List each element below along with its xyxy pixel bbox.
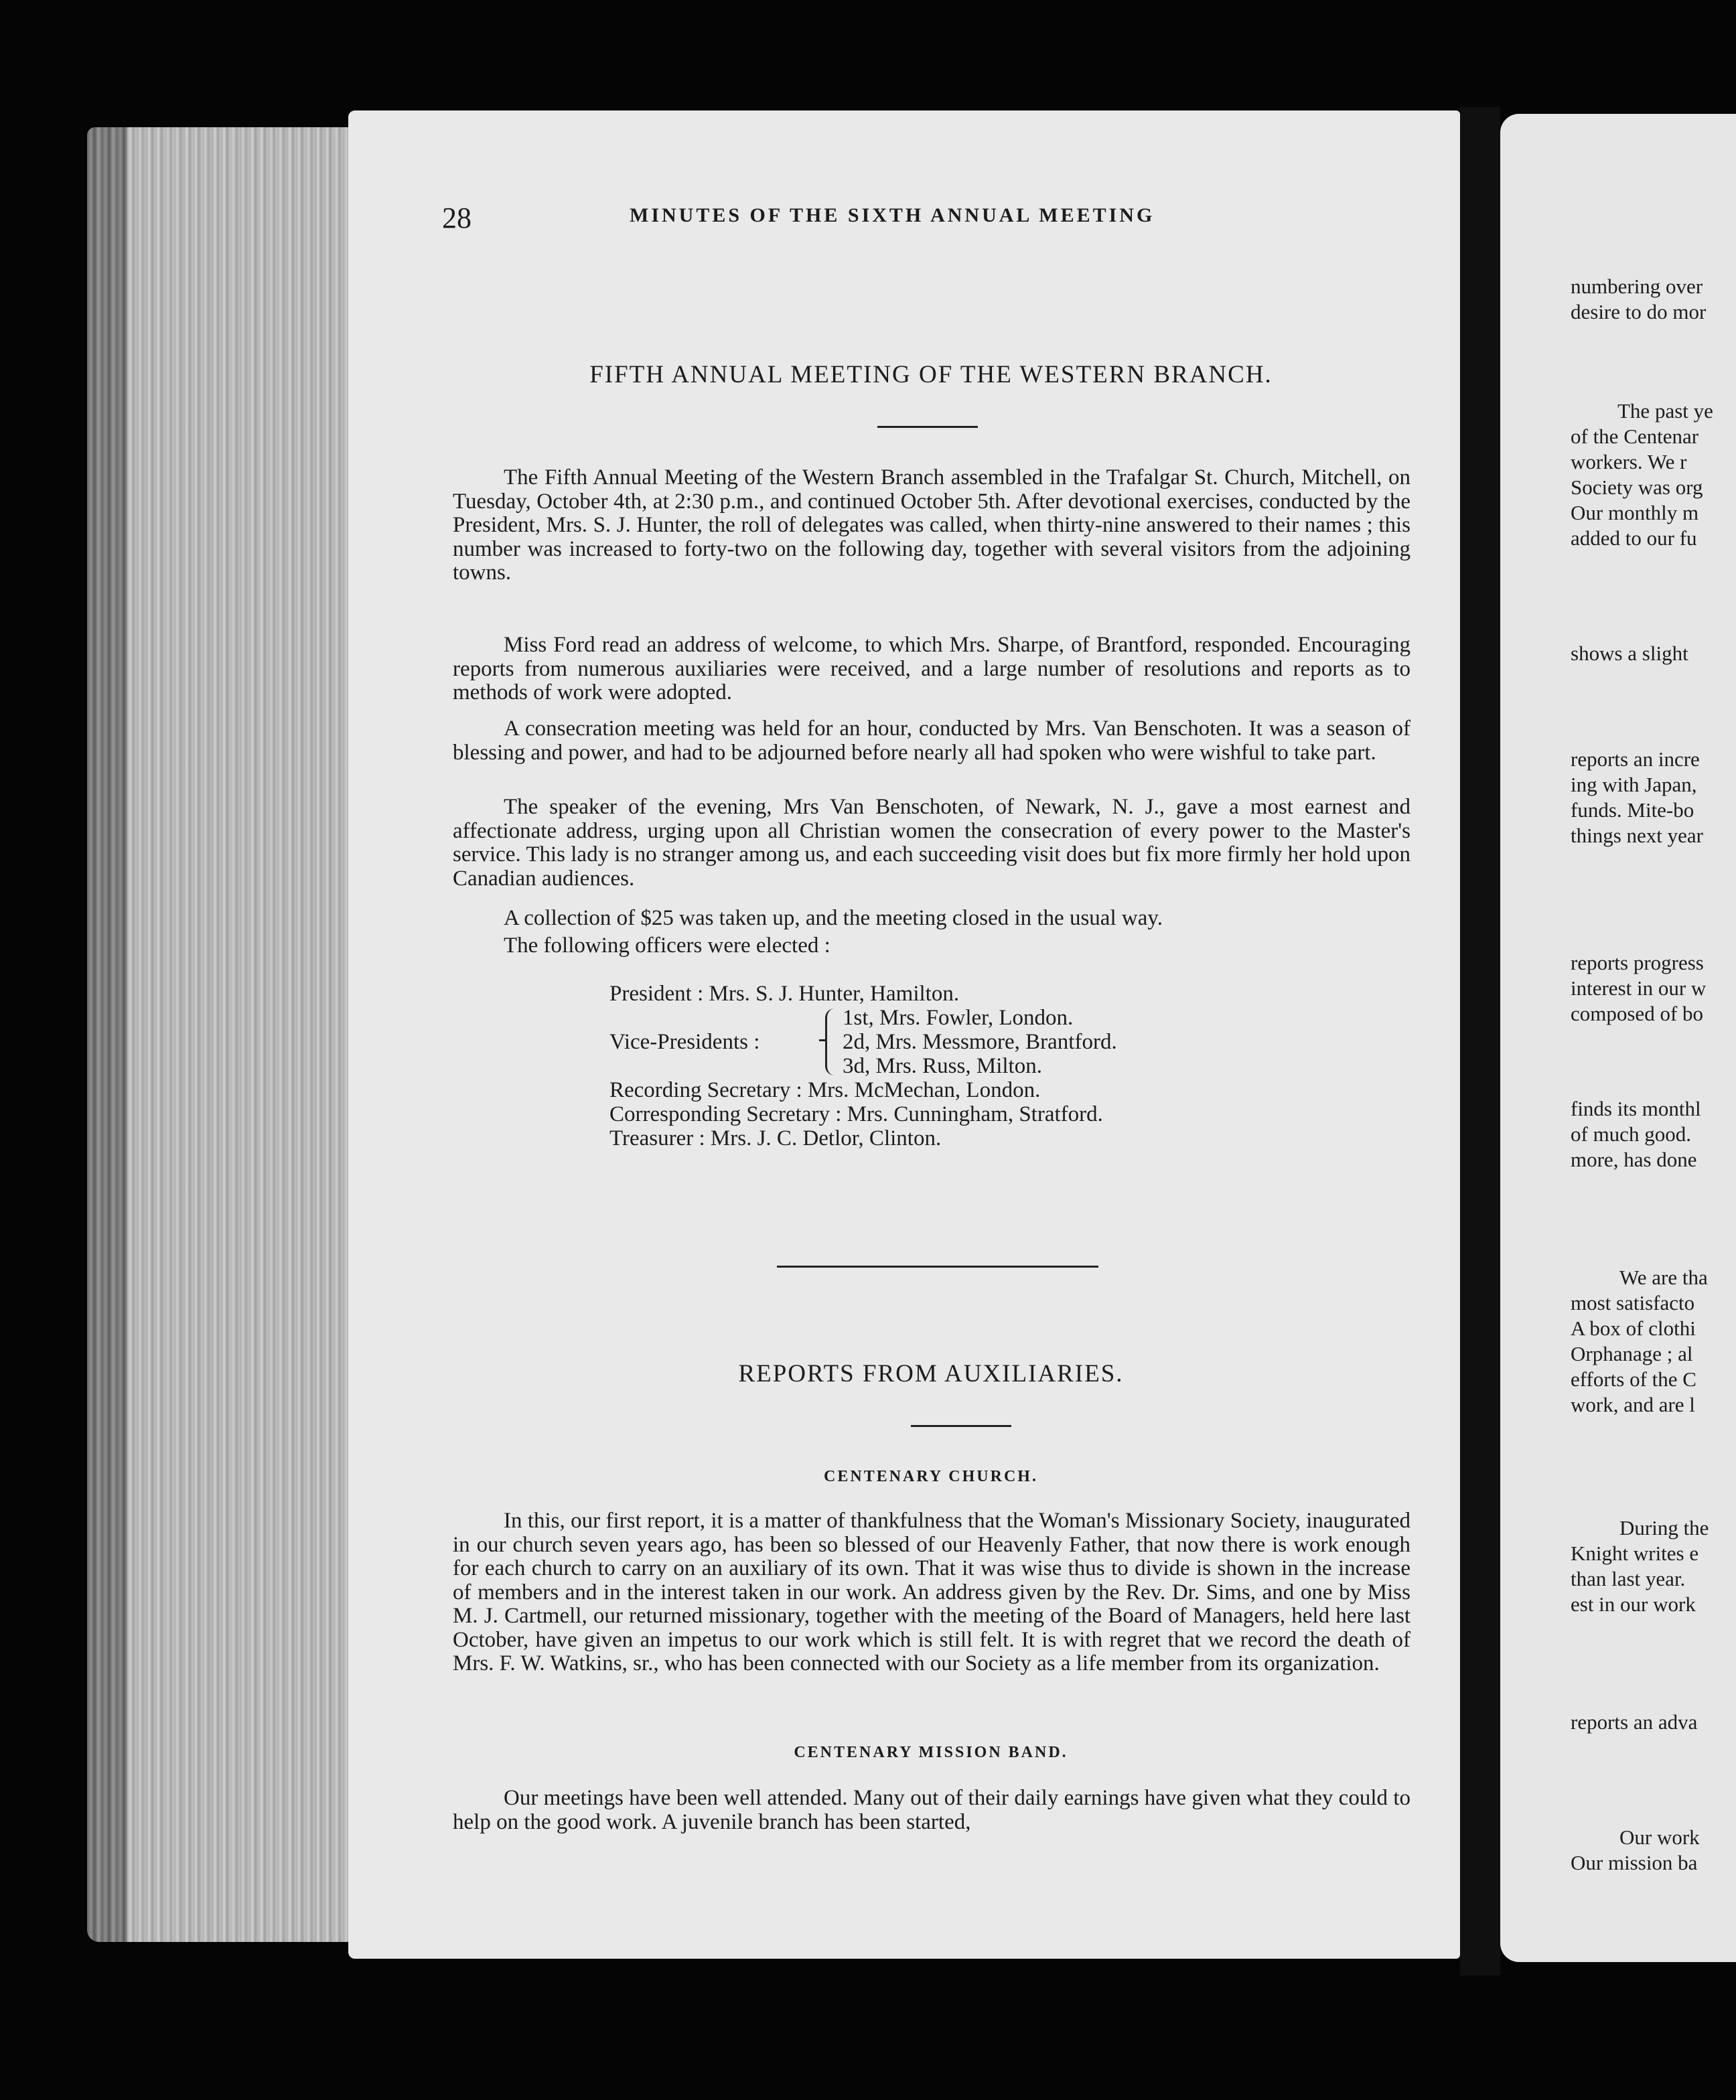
- right-page-line: finds its monthl: [1571, 1097, 1701, 1120]
- right-page: [1500, 114, 1736, 1962]
- right-page-line: Society was org: [1571, 475, 1703, 499]
- paragraph-officers-intro: The following officers were elected :: [504, 933, 830, 958]
- right-page-line: ing with Japan,: [1571, 773, 1697, 796]
- vice-presidents-list: [843, 1006, 1117, 1078]
- vice-president-item: 1st, Mrs. Fowler, London.: [843, 1006, 1074, 1030]
- vice-president-item: 2d, Mrs. Messmore, Brantford.: [843, 1030, 1117, 1054]
- right-page-line: The past ye: [1617, 399, 1713, 423]
- right-page-line: most satisfacto: [1571, 1291, 1695, 1315]
- right-page-line: Knight writes e: [1571, 1542, 1699, 1565]
- right-page-line: During the: [1619, 1516, 1709, 1540]
- right-page-line: workers. We r: [1571, 450, 1687, 473]
- officer-treasurer: Treasurer : Mrs. J. C. Detlor, Clinton.: [609, 1126, 942, 1150]
- right-page-line: added to our fu: [1571, 526, 1697, 550]
- right-page-line: of the Centenar: [1571, 425, 1699, 448]
- right-page-line: Our mission ba: [1571, 1851, 1698, 1874]
- centenary-church-heading: CENTENARY CHURCH.: [824, 1468, 1038, 1485]
- paragraph-speaker: The speaker of the evening, Mrs Van Benschoten, of Newark, N. J., gave a most earnest and affectionate address, urging upon all Christian women the consecration of every power to the Master's service. This lady is no stranger among us, and each succeeding visit does but fix more firmly her hold upon Canadian audiences.: [453, 795, 1410, 891]
- right-page-line: numbering over: [1571, 275, 1703, 298]
- running-head: [442, 201, 1420, 241]
- right-page-line: Orphanage ; al: [1571, 1342, 1693, 1365]
- western-branch-title: FIFTH ANNUAL MEETING OF THE WESTERN BRANCH.: [589, 361, 1273, 388]
- paragraph-consecration: A consecration meeting was held for an hour, conducted by Mrs. Van Benschoten. It was a season of blessing and power, and had to be adjourned before nearly all had spoken who were wishful to take part.: [453, 717, 1410, 765]
- officers-list: [609, 982, 1413, 1150]
- paragraph-assembly: The Fifth Annual Meeting of the Western Branch assembled in the Trafalgar St. Church, Mitchell, on Tuesday, October 4th, at 2:30 p.m., and continued October 5th. After devotional exercises, conducted by the President, Mrs. S. J. Hunter, the roll of delegates was called, when thirty-nine answered to their names ; this number was increased to forty-two on the following day, together with several visitors from the adjoining towns.: [453, 465, 1410, 585]
- officer-president: President : Mrs. S. J. Hunter, Hamilton.: [609, 982, 960, 1006]
- page-edge-stack: [87, 127, 355, 1942]
- right-page-line: shows a slight: [1571, 642, 1688, 665]
- officer-corresponding-secretary: Corresponding Secretary : Mrs. Cunningham, Stratford.: [609, 1102, 1103, 1126]
- running-title: MINUTES OF THE SIXTH ANNUAL MEETING: [630, 204, 1155, 226]
- section-rule: [911, 1425, 1011, 1427]
- brace-mark: [825, 1008, 838, 1075]
- reports-title: REPORTS FROM AUXILIARIES.: [738, 1360, 1124, 1388]
- right-page-line: work, and are l: [1571, 1393, 1695, 1416]
- right-page-line: composed of bo: [1571, 1002, 1704, 1025]
- vice-president-item: 3d, Mrs. Russ, Milton.: [843, 1054, 1042, 1078]
- right-page-line: than last year.: [1571, 1567, 1686, 1590]
- book-gutter: [1460, 107, 1500, 1975]
- mission-band-heading: CENTENARY MISSION BAND.: [794, 1744, 1068, 1761]
- right-page-line: est in our work: [1571, 1592, 1696, 1616]
- paragraph-welcome: Miss Ford read an address of welcome, to which Mrs. Sharpe, of Brantford, responded. Encouraging reports from numerous auxiliaries were received, and a large number of resolutions and reports as to methods of work were adopted.: [453, 633, 1410, 704]
- right-page-line: things next year: [1571, 824, 1704, 847]
- right-page-line: desire to do mor: [1571, 300, 1707, 323]
- vice-presidents-label: Vice-Presidents :: [609, 1030, 760, 1054]
- mission-band-report: Our meetings have been well attended. Many out of their daily earnings have given what they could to help on the good work. A juvenile branch has been started,: [453, 1786, 1410, 1834]
- right-page-line: more, has done: [1571, 1148, 1697, 1171]
- section-rule: [877, 426, 978, 428]
- right-page-line: We are tha: [1619, 1266, 1708, 1289]
- right-page-line: of much good.: [1571, 1122, 1691, 1146]
- section-divider: [777, 1266, 1098, 1268]
- right-page-line: reports an adva: [1571, 1710, 1698, 1734]
- paragraph-collection: A collection of $25 was taken up, and the meeting closed in the usual way.: [504, 906, 1163, 930]
- right-page-line: interest in our w: [1571, 976, 1707, 1000]
- vice-presidents-block: [609, 1006, 1413, 1078]
- right-page-line: efforts of the C: [1571, 1367, 1696, 1391]
- page-number: 28: [442, 202, 472, 234]
- right-page-line: reports progress: [1571, 951, 1704, 974]
- officer-recording-secretary: Recording Secretary : Mrs. McMechan, London.: [609, 1078, 1041, 1102]
- right-page-line: reports an incre: [1571, 747, 1700, 771]
- right-page-line: Our work: [1619, 1825, 1700, 1849]
- right-page-line: Our monthly m: [1571, 501, 1699, 524]
- right-page-line: A box of clothi: [1571, 1317, 1696, 1340]
- right-page-line: funds. Mite-bo: [1571, 798, 1694, 822]
- centenary-church-report: In this, our first report, it is a matter of thankfulness that the Woman's Missionary Society, inaugurated in our church seven years ago, has been so blessed of our Heavenly Father, that now there is work enough for each church to carry on an auxiliary of its own. That it was wise thus to divide is shown in the increase of members and in the interest taken in our work. An address given by the Rev. Dr. Sims, and one by Miss M. J. Cartmell, our returned missionary, together with the meeting of the Board of Managers, held here last October, have given an impetus to our work which is still felt. It is with regret that we record the death of Mrs. F. W. Watkins, sr., who has been connected with our Society as a life member from its organization.: [453, 1509, 1410, 1675]
